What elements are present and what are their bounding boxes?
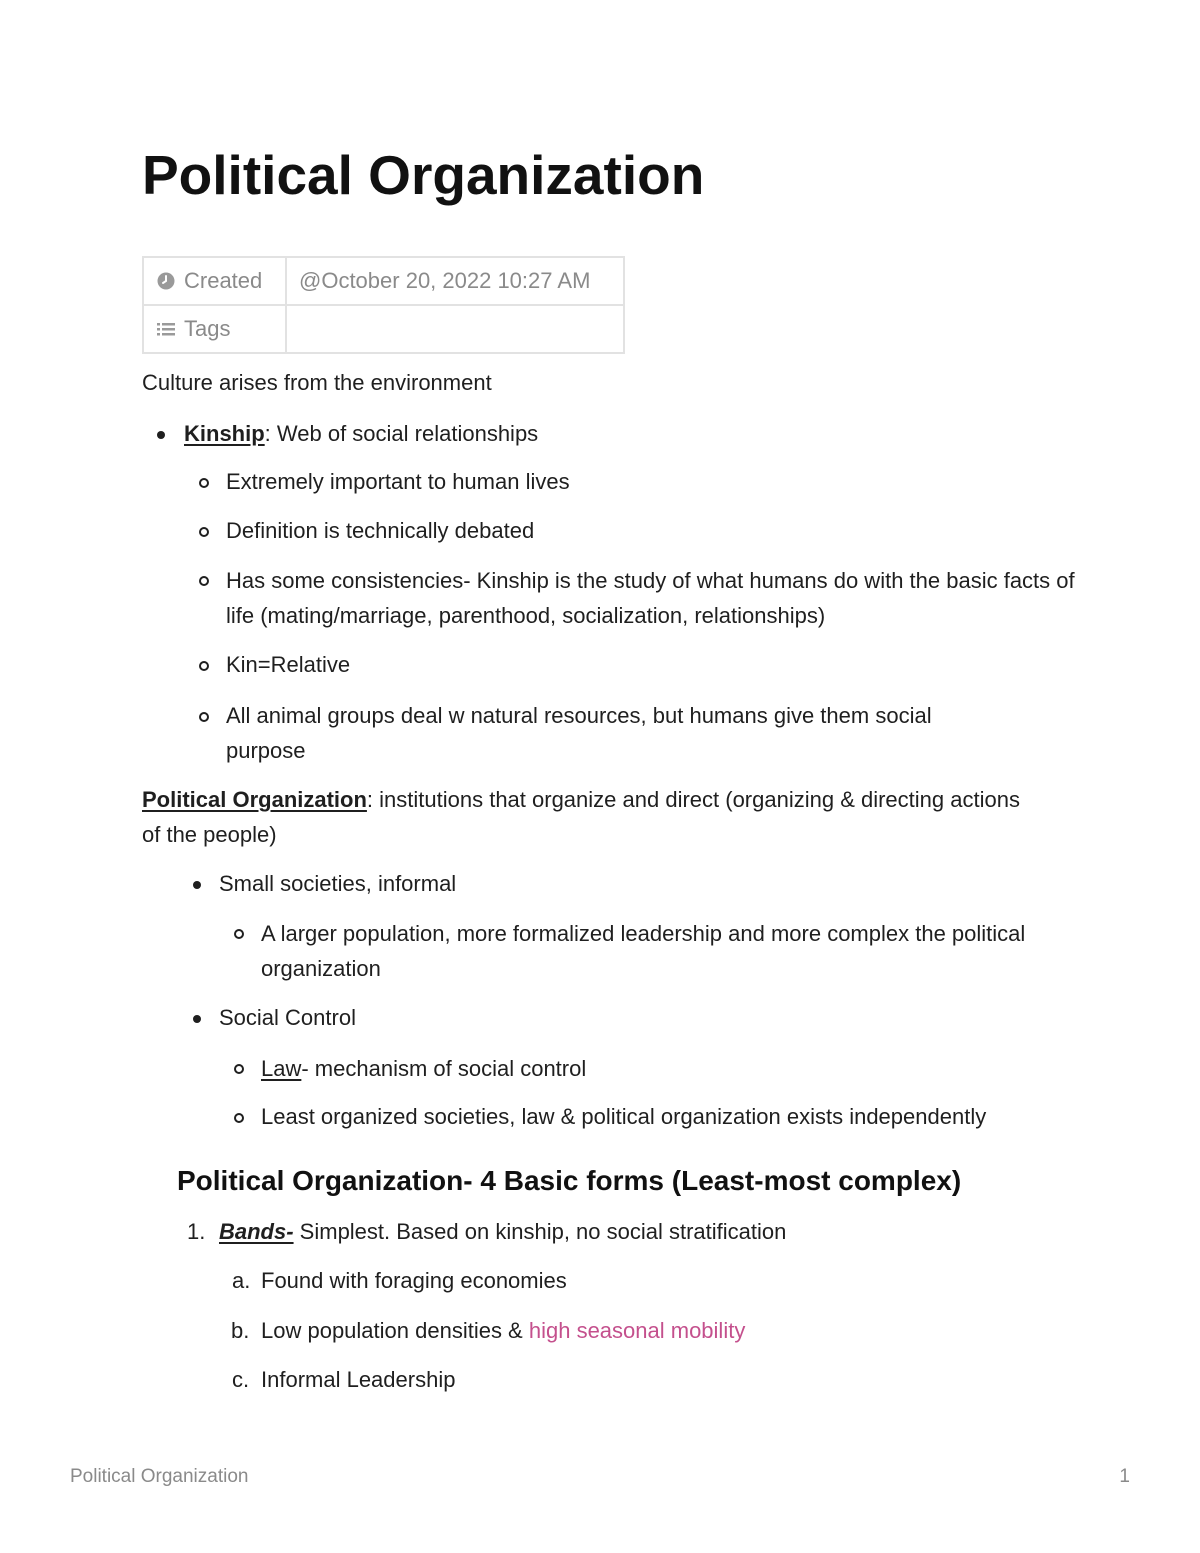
- clock-icon: [156, 271, 176, 291]
- list-icon: [156, 319, 176, 339]
- list-item: All animal groups deal w natural resources, but humans give them social purpose: [226, 703, 932, 763]
- property-key-tags: [143, 305, 286, 353]
- page-title: Political Organization: [142, 144, 705, 206]
- list-item: Kin=Relative: [226, 652, 351, 677]
- sub-bullet-icon: [199, 661, 209, 671]
- section-heading: Political Organization- 4 Basic forms (Least-most complex): [177, 1165, 962, 1196]
- sub-bullet-icon: [234, 929, 244, 939]
- political-organization-paragraph: [142, 782, 1022, 852]
- sub-bullet-icon: [234, 1113, 244, 1123]
- bullet-icon: [193, 881, 201, 889]
- intro-paragraph: Culture arises from the environment: [142, 370, 492, 395]
- political-organization-term: Political Organization: [142, 787, 367, 812]
- bands-term: Bands-: [219, 1219, 294, 1244]
- property-row-tags: [143, 305, 624, 353]
- kinship-term: Kinship: [184, 421, 265, 446]
- list-item-law: [261, 1051, 586, 1086]
- list-item: Found with foraging economies: [261, 1268, 567, 1293]
- list-item-bands: [219, 1214, 786, 1249]
- bullet-icon: [157, 431, 165, 439]
- highlighted-text: high seasonal mobility: [528, 1318, 746, 1343]
- political-organization-definition: : institutions that organize and direct (organizing & directing actions of the people): [142, 787, 1020, 847]
- list-item-kinship: [184, 416, 538, 451]
- sub-bullet-icon: [234, 1064, 244, 1074]
- list-item: Small societies, informal: [219, 871, 457, 896]
- created-value[interactable]: @October 20, 2022 10:27 AM: [286, 257, 624, 305]
- list-item-text: Low population densities &: [261, 1318, 529, 1343]
- list-item: Social Control: [219, 1005, 356, 1030]
- sub-bullet-icon: [199, 712, 209, 722]
- footer-title: Political Organization: [70, 1466, 249, 1487]
- kinship-definition: : Web of social relationships: [264, 421, 539, 446]
- list-letter: c.: [232, 1367, 250, 1392]
- created-label: Created: [184, 268, 263, 293]
- bullet-icon: [193, 1015, 201, 1023]
- bands-definition: Simplest. Based on kinship, no social stratification: [293, 1219, 787, 1244]
- law-term: Law: [261, 1056, 302, 1081]
- list-number: 1.: [187, 1219, 206, 1244]
- properties-table: [142, 256, 625, 354]
- list-letter: a.: [232, 1268, 251, 1293]
- page-number: 1: [1119, 1466, 1130, 1487]
- property-row-created: [143, 257, 624, 305]
- property-key-created: [143, 257, 286, 305]
- list-item: Least organized societies, law & political organization exists independently: [261, 1104, 987, 1129]
- law-definition: - mechanism of social control: [301, 1056, 587, 1081]
- list-item: Informal Leadership: [261, 1367, 456, 1392]
- list-item: Has some consistencies- Kinship is the study of what humans do with the basic facts of life (mating/marriage, parenthood, socialization, relationships): [226, 568, 1075, 628]
- list-item: Extremely important to human lives: [226, 469, 570, 494]
- sub-bullet-icon: [199, 527, 209, 537]
- list-item: Definition is technically debated: [226, 518, 535, 543]
- list-item: [261, 1313, 745, 1348]
- list-letter: b.: [231, 1318, 250, 1343]
- list-item: A larger population, more formalized leadership and more complex the political organization: [261, 921, 1026, 981]
- tags-label: Tags: [184, 316, 231, 341]
- sub-bullet-icon: [199, 576, 209, 586]
- tags-value[interactable]: [286, 305, 624, 353]
- sub-bullet-icon: [199, 478, 209, 488]
